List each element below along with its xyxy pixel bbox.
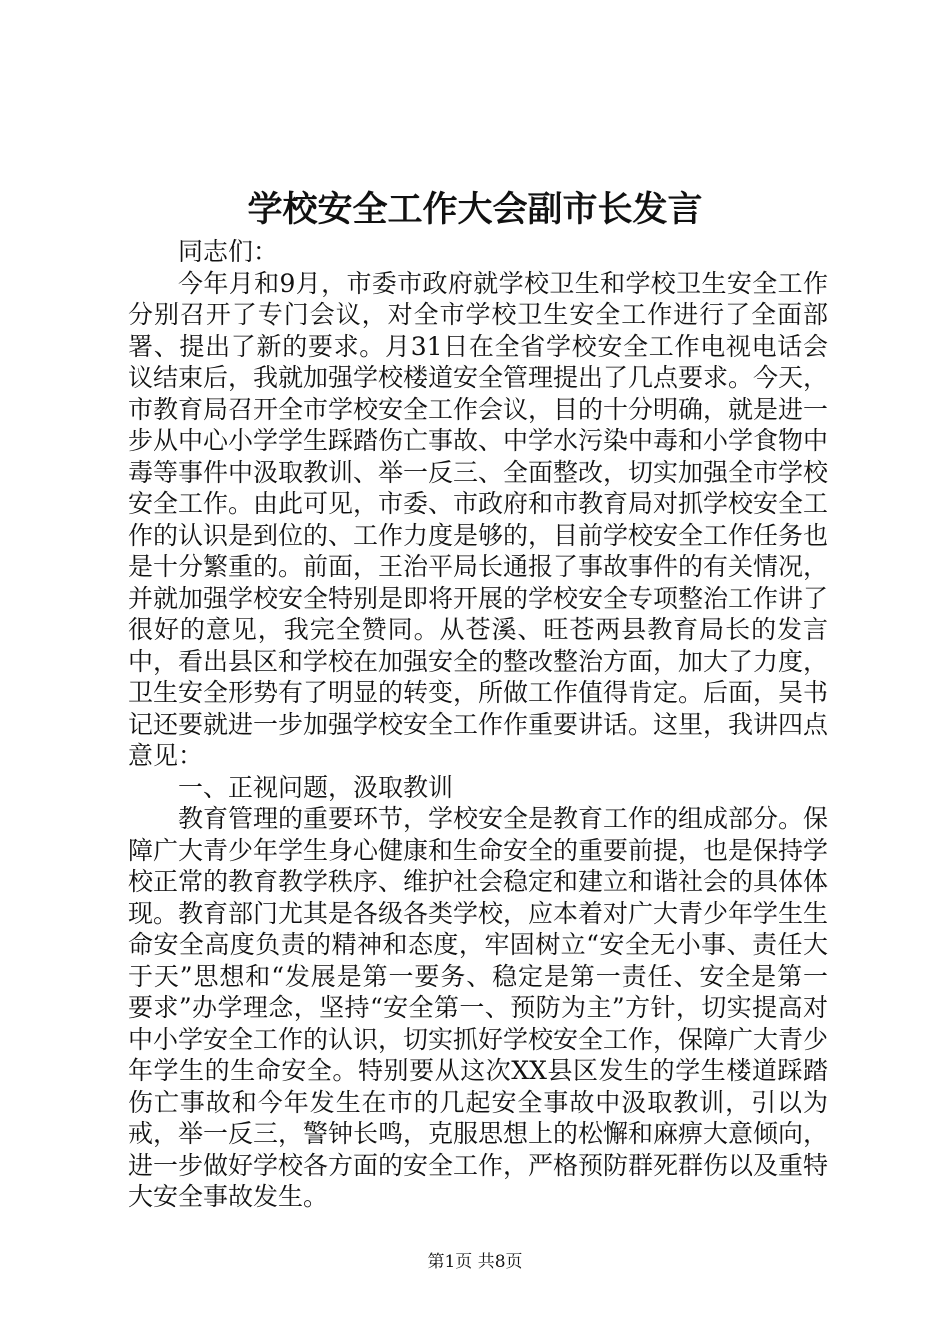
- paragraph-intro: 今年月和9月，市委市政府就学校卫生和学校卫生安全工作分别召开了专门会议，对全市学校卫生安全工作进行了全面部署、提出了新的要求。月31日在全省学校安全工作电视电话会议结束后，我就加强学校楼道安全管理提出了几点要求。今天，市教育局召开全市学校安全工作会议，目的十分明确，就是进一步从中心小学学生踩踏伤亡事故、中学水污染中毒和小学食物中毒等事件中汲取教训、举一反三、全面整改，切实加强全市学校安全工作。由此可见，市委、市政府和市教育局对抓学校安全工作的认识是到位的、工作力度是够的，目前学校安全工作任务也是十分繁重的。前面，王治平局长通报了事故事件的有关情况，并就加强学校安全特别是即将开展的学校安全专项整治工作讲了很好的意见，我完全赞同。从苍溪、旺苍两县教育局长的发言中，看出县区和学校在加强安全的整改整治方面，加大了力度，卫生安全形势有了明显的转变，所做工作值得肯定。后面，吴书记还要就进一步加强学校安全工作作重要讲话。这里，我讲四点意见：: [128, 268, 829, 770]
- page-footer: 第1页 共8页: [427, 1252, 523, 1272]
- paragraph-salutation: 同志们：: [178, 237, 279, 266]
- document-title: 学校安全工作大会副市长发言: [247, 189, 703, 230]
- section-heading-1: 一、正视问题，汲取教训: [178, 772, 454, 802]
- paragraph-section-1: 教育管理的重要环节，学校安全是教育工作的组成部分。保障广大青少年学生身心健康和生命安全的重要前提，也是保持学校正常的教育教学秩序、维护社会稳定和建立和谐社会的具体体现。教育部门尤其是各级各类学校，应本着对广大青少年学生生命安全高度负责的精神和态度，牢固树立“安全无小事、责任大于天”思想和“发展是第一要务、稳定是第一责任、安全是第一要求”办学理念，坚持“安全第一、预防为主”方针，切实提高对中小学安全工作的认识，切实抓好学校安全工作，保障广大青少年学生的生命安全。特别要从这次XX县区发生的学生楼道踩踏伤亡事故和今年发生在市的几起安全事故中汲取教训，引以为戒，举一反三，警钟长鸣，克服思想上的松懈和麻痹大意倾向，进一步做好学校各方面的安全工作，严格预防群死群伤以及重特大安全事故发生。: [128, 804, 829, 1211]
- document-body: [128, 236, 828, 1213]
